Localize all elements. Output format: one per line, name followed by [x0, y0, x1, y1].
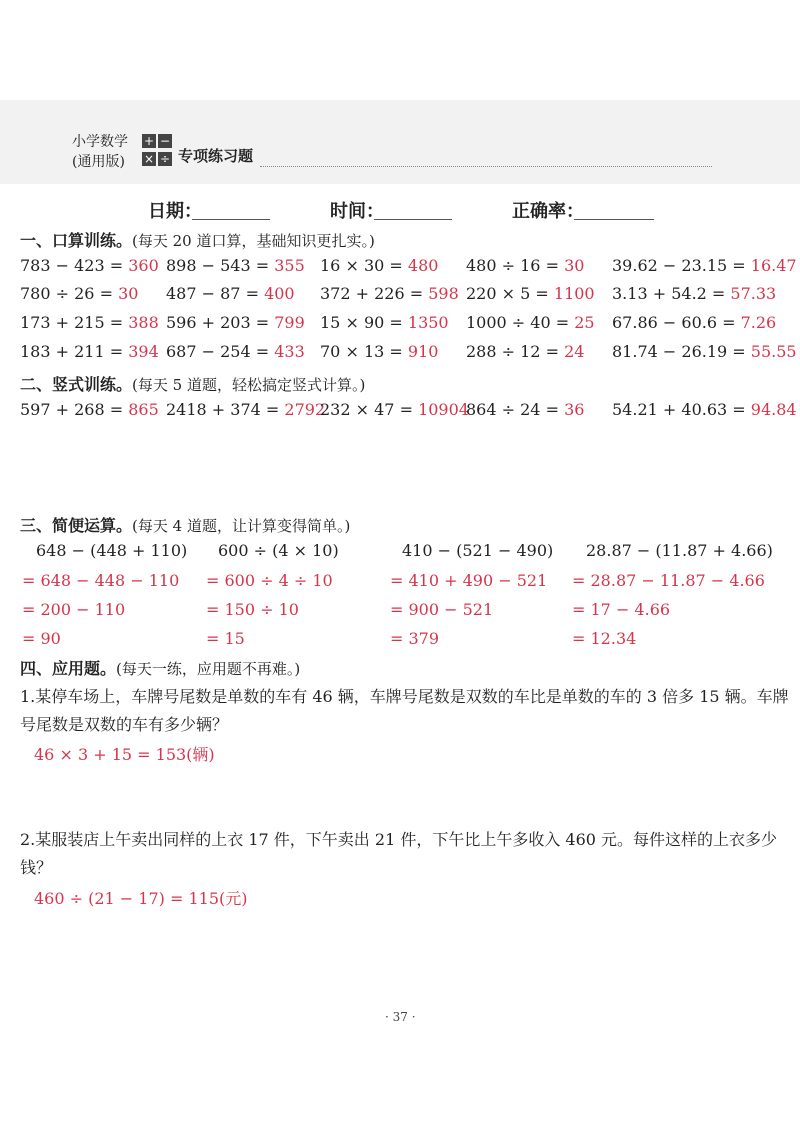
oral-item [166, 284, 295, 303]
simplify-expression: 600 ÷ (4 × 10) [218, 541, 339, 560]
oral-item [466, 342, 584, 361]
question: 232 × 47 = [320, 400, 413, 419]
simplify-step: = 90 [22, 629, 61, 648]
question: 15 × 90 = [320, 313, 403, 332]
oral-item [612, 284, 776, 303]
oral-item [612, 313, 776, 332]
question: 173 + 215 = [20, 313, 124, 332]
answer: 394 [128, 342, 159, 361]
answer: 480 [407, 256, 439, 275]
word-problem-1: 1.某停车场上，车牌号尾数是单数的车有 46 辆，车牌号尾数是双数的车比是单数的车的 3 倍多 15 辆。车牌号尾数是双数的车有多少辆？ [20, 687, 789, 734]
date-blank[interactable] [192, 219, 270, 220]
answer: 30 [118, 284, 139, 303]
simplify-expression: 28.87 − (11.87 + 4.66) [586, 541, 773, 560]
question: 597 + 268 = [20, 400, 124, 419]
question: 16 × 30 = [320, 256, 403, 275]
question: 3.13 + 54.2 = [612, 284, 726, 303]
section-oral-title [20, 228, 375, 251]
question: 39.62 − 23.15 = [612, 256, 746, 275]
simplify-step: = 15 [206, 629, 245, 648]
oral-item [20, 342, 159, 361]
time-blank[interactable] [374, 219, 452, 220]
question: 372 + 226 = [320, 284, 424, 303]
simplify-step: = 900 − 521 [390, 600, 494, 619]
answer: 57.33 [730, 284, 777, 303]
oral-item [612, 256, 797, 275]
word-problem-2: 2.某服装店上午卖出同样的上衣 17 件，下午卖出 21 件，下午比上午多收入 460 元。每件这样的上衣多少钱？ [20, 830, 778, 877]
question: 480 ÷ 16 = [466, 256, 559, 275]
answer: 433 [274, 342, 305, 361]
accuracy-blank[interactable] [574, 219, 654, 220]
oral-item [320, 256, 438, 275]
question: 288 ÷ 12 = [466, 342, 559, 361]
answer: 799 [274, 313, 305, 332]
answer: 910 [407, 342, 439, 361]
vertical-item [612, 400, 797, 419]
oral-item [320, 342, 438, 361]
question: 67.86 − 60.6 = [612, 313, 736, 332]
oral-item [466, 313, 595, 332]
section-heading: 一、口算训练。 [20, 231, 133, 250]
oral-item [20, 313, 159, 332]
section-heading: 三、简便运算。 [20, 516, 133, 535]
word-answer-1: 46 × 3 + 15 = 153(辆) [34, 745, 215, 764]
answer: 865 [128, 400, 159, 419]
oral-item [20, 284, 138, 303]
minus-icon: − [159, 134, 171, 148]
question: 687 − 254 = [166, 342, 270, 361]
vertical-item [166, 400, 325, 419]
vertical-item [20, 400, 159, 419]
section-vertical-title [20, 372, 365, 395]
accuracy-label: 正确率： [512, 201, 584, 222]
oral-item [466, 284, 595, 303]
answer: 360 [128, 256, 159, 275]
question: 898 − 543 = [166, 256, 270, 275]
section-heading: 四、应用题。 [20, 659, 117, 678]
oral-item [320, 313, 449, 332]
answer: 55.55 [750, 342, 797, 361]
answer: 598 [428, 284, 459, 303]
date-label: 日期： [148, 201, 202, 222]
oral-item [166, 313, 305, 332]
brand-line-2: (通用版) [72, 154, 125, 170]
series-brand [72, 132, 128, 172]
header-divider [260, 166, 712, 167]
question: 1000 ÷ 40 = [466, 313, 570, 332]
question: 487 − 87 = [166, 284, 259, 303]
question: 780 ÷ 26 = [20, 284, 113, 303]
simplify-expression: 648 − (448 + 110) [36, 541, 188, 560]
section-word-title [20, 656, 300, 679]
simplify-step: = 600 ÷ 4 ÷ 10 [206, 571, 333, 590]
answer: 1100 [553, 284, 595, 303]
answer: 7.26 [740, 313, 777, 332]
divide-icon: ÷ [159, 152, 171, 166]
answer: 1350 [407, 313, 449, 332]
question: 70 × 13 = [320, 342, 403, 361]
simplify-step: = 28.87 − 11.87 − 4.66 [572, 571, 765, 590]
oral-item [166, 256, 305, 275]
oral-item [612, 342, 797, 361]
question: 54.21 + 40.63 = [612, 400, 746, 419]
answer: 25 [574, 313, 595, 332]
simplify-step: = 379 [390, 629, 440, 648]
answer: 355 [274, 256, 305, 275]
answer: 30 [564, 256, 585, 275]
simplify-step: = 12.34 [572, 629, 637, 648]
oral-item [166, 342, 305, 361]
oral-item [20, 256, 159, 275]
section-note: (每天一练，应用题不再难。) [116, 660, 301, 678]
vertical-item [466, 400, 584, 419]
oral-item [466, 256, 584, 275]
simplify-step: = 17 − 4.66 [572, 600, 671, 619]
answer: 10904 [418, 400, 469, 419]
answer: 2792 [284, 400, 326, 419]
plus-icon: + [143, 134, 155, 148]
multiply-icon: × [143, 152, 155, 166]
answer: 16.47 [750, 256, 797, 275]
answer: 94.84 [750, 400, 797, 419]
simplify-step: = 200 − 110 [22, 600, 126, 619]
oral-item [320, 284, 459, 303]
answer: 388 [128, 313, 159, 332]
section-note: (每天 4 道题，让计算变得简单。) [132, 517, 351, 535]
top-margin [0, 0, 800, 100]
simplify-step: = 410 + 490 − 521 [390, 571, 548, 590]
answer: 36 [564, 400, 585, 419]
section-note: (每天 20 道口算，基础知识更扎实。) [132, 232, 375, 250]
brand-line-1: 小学数学 [72, 134, 128, 150]
question: 183 + 211 = [20, 342, 124, 361]
word-answer-2: 460 ÷ (21 − 17) = 115(元) [34, 889, 248, 908]
time-label: 时间： [330, 201, 384, 222]
simplify-step: = 648 − 448 − 110 [22, 571, 180, 590]
vertical-item [320, 400, 469, 419]
answer: 400 [264, 284, 295, 303]
answer: 24 [564, 342, 585, 361]
question: 864 ÷ 24 = [466, 400, 559, 419]
section-heading: 二、竖式训练。 [20, 375, 133, 394]
simplify-expression: 410 − (521 − 490) [402, 541, 554, 560]
section-note: (每天 5 道题，轻松搞定竖式计算。) [132, 376, 366, 394]
question: 220 × 5 = [466, 284, 549, 303]
question: 783 − 423 = [20, 256, 124, 275]
question: 81.74 − 26.19 = [612, 342, 746, 361]
section-simplify-title [20, 513, 350, 536]
page-number: · 37 · [385, 1010, 416, 1024]
question: 596 + 203 = [166, 313, 270, 332]
simplify-step: = 150 ÷ 10 [206, 600, 299, 619]
question: 2418 + 374 = [166, 400, 280, 419]
operator-icon-group [142, 134, 174, 168]
series-title: 专项练习题 [178, 147, 254, 165]
